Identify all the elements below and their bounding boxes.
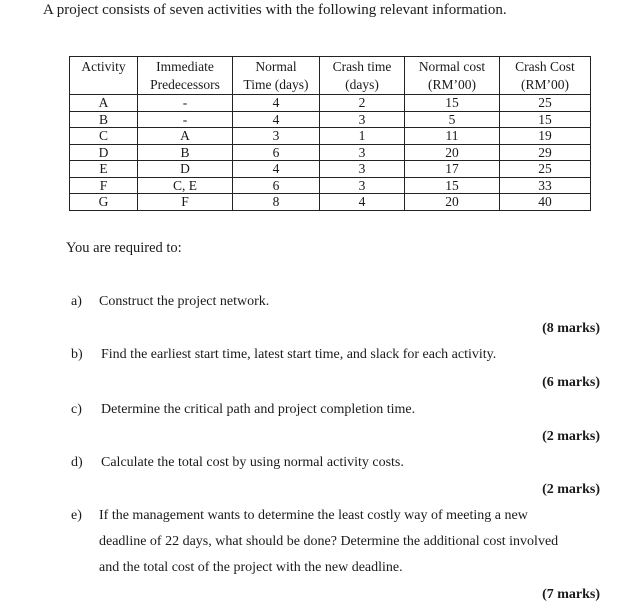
table-row [70, 194, 591, 211]
table-cell: 33 [500, 177, 591, 194]
table-row [70, 111, 591, 128]
table-cell: A [138, 128, 233, 145]
column-header [233, 57, 320, 95]
table-cell: 20 [405, 194, 500, 211]
table-row [70, 128, 591, 145]
table-cell: 19 [500, 128, 591, 145]
table-cell: B [70, 111, 138, 128]
table-cell: 40 [500, 194, 591, 211]
table-cell: E [70, 161, 138, 178]
table-header [70, 57, 591, 95]
marks-b: (6 marks) [542, 375, 600, 390]
table-cell: 4 [233, 161, 320, 178]
question-label: c) [71, 402, 82, 417]
question-text: Find the earliest start time, latest start time, and slack for each activity. [101, 347, 497, 362]
column-header-line: Normal [255, 59, 297, 74]
column-header [320, 57, 405, 95]
marks-e: (7 marks) [542, 587, 600, 602]
question-label: a) [71, 294, 82, 309]
table-cell: 5 [405, 111, 500, 128]
required-heading: You are required to: [66, 240, 182, 256]
table-cell: 3 [233, 128, 320, 145]
table-cell: D [138, 161, 233, 178]
column-header-line: Immediate [156, 59, 214, 74]
column-header-line: Predecessors [150, 77, 220, 92]
column-header-line: Crash time [332, 59, 392, 74]
table-cell: F [70, 177, 138, 194]
table-cell: D [70, 144, 138, 161]
column-header-line: Normal cost [418, 59, 486, 74]
activity-table [69, 56, 591, 211]
table-cell: - [138, 95, 233, 112]
table-cell: 3 [320, 177, 405, 194]
table-row [70, 177, 591, 194]
column-header [138, 57, 233, 95]
table-cell: C, E [138, 177, 233, 194]
column-header-line: Activity [81, 59, 126, 74]
table-cell: 25 [500, 161, 591, 178]
table-cell: 29 [500, 144, 591, 161]
table-cell: 20 [405, 144, 500, 161]
table-cell: 17 [405, 161, 500, 178]
marks-c: (2 marks) [542, 429, 600, 444]
intro-text: A project consists of seven activities with the following relevant information. [43, 2, 507, 18]
table-cell: 3 [320, 144, 405, 161]
question-text: Determine the critical path and project completion time. [101, 402, 416, 417]
table-cell: 8 [233, 194, 320, 211]
column-header-line: (days) [345, 77, 379, 92]
column-header [70, 57, 138, 95]
question-label: d) [71, 455, 83, 470]
table-cell: B [138, 144, 233, 161]
table-cell: 4 [233, 95, 320, 112]
question-text-line-2: deadline of 22 days, what should be done? Determine the additional cost involved [99, 534, 559, 549]
table-row [70, 161, 591, 178]
table-cell: 2 [320, 95, 405, 112]
marks-d: (2 marks) [542, 482, 600, 497]
table-row [70, 144, 591, 161]
column-header-line: Crash Cost [515, 59, 575, 74]
table-row [70, 95, 591, 112]
column-header [500, 57, 591, 95]
table-cell: C [70, 128, 138, 145]
column-header-line: Time (days) [243, 77, 309, 92]
table-cell: 15 [405, 177, 500, 194]
table-cell: 6 [233, 144, 320, 161]
question-text-line-1: If the management wants to determine the least costly way of meeting a new [99, 508, 528, 523]
table-cell: 6 [233, 177, 320, 194]
question-label: e) [71, 508, 82, 523]
table-cell: 15 [500, 111, 591, 128]
question-text: Construct the project network. [99, 294, 270, 309]
table-cell: G [70, 194, 138, 211]
table-cell: 3 [320, 111, 405, 128]
question-label: b) [71, 347, 83, 362]
table-cell: A [70, 95, 138, 112]
table-cell: F [138, 194, 233, 211]
table-cell: 3 [320, 161, 405, 178]
table-cell: 25 [500, 95, 591, 112]
table-cell: 11 [405, 128, 500, 145]
table-cell: 4 [320, 194, 405, 211]
table-cell: - [138, 111, 233, 128]
marks-a: (8 marks) [542, 321, 600, 336]
table-cell: 15 [405, 95, 500, 112]
column-header-line: (RM’00) [428, 77, 476, 92]
question-text: Calculate the total cost by using normal activity costs. [101, 455, 404, 470]
table-body [70, 95, 591, 211]
table-cell: 4 [233, 111, 320, 128]
question-text-line-3: and the total cost of the project with the new deadline. [99, 560, 403, 575]
table-cell: 1 [320, 128, 405, 145]
column-header [405, 57, 500, 95]
column-header-line: (RM’00) [521, 77, 569, 92]
